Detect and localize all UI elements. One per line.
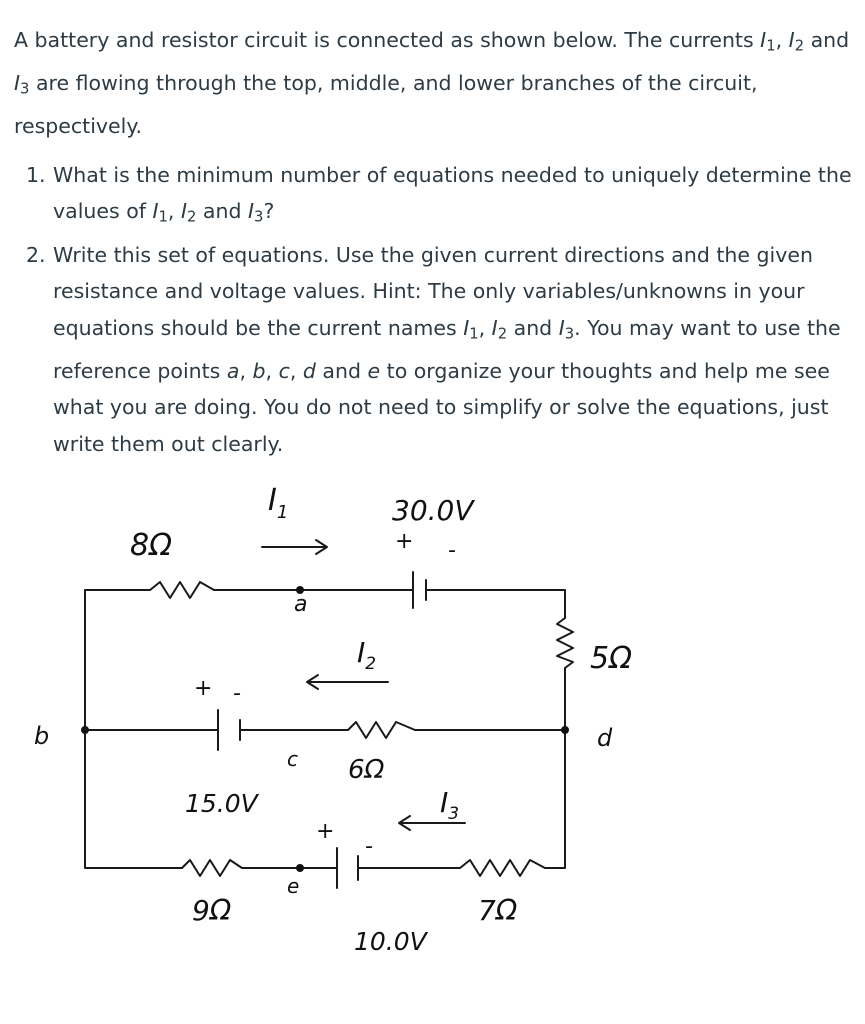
minus-sign-30v: - bbox=[448, 538, 456, 563]
subscript: 3 bbox=[564, 325, 575, 343]
current-symbol: I bbox=[558, 315, 565, 340]
current-label-i2: $I_2$ bbox=[357, 636, 377, 674]
intro-text: and bbox=[804, 28, 850, 52]
current-symbol: I bbox=[491, 315, 498, 340]
question-2 bbox=[14, 237, 854, 463]
minus-sign-10v: - bbox=[365, 834, 373, 859]
point-label-c: c bbox=[287, 747, 298, 771]
minus-sign-15v: - bbox=[233, 681, 241, 706]
current-symbol: I bbox=[760, 28, 767, 52]
intro-text: A battery and resistor circuit is connected as shown below. The currents bbox=[14, 28, 761, 52]
current-label-i1: $I_1$ bbox=[268, 483, 289, 523]
battery-label-10v: 10.0V bbox=[354, 927, 427, 956]
point-label-e: e bbox=[287, 874, 300, 898]
subscript: 2 bbox=[187, 209, 197, 227]
current-symbol: I bbox=[152, 199, 159, 224]
current-arrow-i2 bbox=[307, 675, 388, 689]
resistor-9-ohm-zigzag bbox=[182, 860, 242, 876]
resistor-7-ohm-zigzag bbox=[440, 860, 545, 876]
question-text: ? bbox=[263, 199, 275, 224]
battery-15v-symbol bbox=[218, 710, 240, 750]
subscript: 2 bbox=[497, 325, 508, 343]
intro-text: , bbox=[775, 28, 789, 52]
point-label: d bbox=[302, 358, 316, 383]
plus-sign-15v: + bbox=[194, 676, 213, 701]
subscript: 1 bbox=[158, 209, 168, 227]
battery-label-30v: 30.0V bbox=[392, 494, 474, 527]
point-label-a: a bbox=[294, 592, 308, 617]
resistor-8-ohm-zigzag bbox=[150, 582, 214, 598]
current-symbol: I bbox=[248, 199, 255, 224]
current-symbol: I bbox=[14, 71, 21, 96]
question-text: and bbox=[315, 358, 368, 383]
problem-text bbox=[14, 22, 854, 462]
intro-text: are flowing through the top, middle, and lower branches of the circuit, respectively. bbox=[14, 71, 758, 139]
battery-30v-symbol bbox=[413, 572, 426, 608]
subscript: 1 bbox=[469, 325, 479, 343]
point-label-d: d bbox=[597, 724, 613, 752]
point-label: a bbox=[226, 358, 240, 383]
plus-sign-10v: + bbox=[316, 819, 335, 844]
question-text: . You may want to use the reference points bbox=[53, 315, 841, 383]
question-list bbox=[14, 157, 854, 462]
question-text: to organize your thoughts and help me see what you are doing. You do not need to simplify or solve the equations, just write them out clearly. bbox=[53, 358, 830, 456]
node-dot-e bbox=[296, 864, 304, 872]
current-symbol: I bbox=[463, 315, 470, 340]
resistor-label-6-ohm: 6Ω bbox=[348, 755, 385, 785]
point-label: c bbox=[278, 358, 290, 383]
question-text: , bbox=[289, 358, 303, 383]
battery-label-15v: 15.0V bbox=[185, 789, 258, 818]
resistor-6-ohm-zigzag bbox=[348, 722, 415, 738]
point-label-b: b bbox=[34, 722, 50, 750]
question-text: and bbox=[196, 199, 248, 224]
current-symbol: I bbox=[180, 199, 187, 224]
question-text: , bbox=[265, 358, 279, 383]
node-dot-b bbox=[81, 726, 89, 734]
point-label: e bbox=[367, 358, 381, 383]
point-label: b bbox=[252, 358, 266, 383]
question-text: , bbox=[239, 358, 253, 383]
current-arrow-i1 bbox=[262, 540, 327, 554]
circuit-diagram bbox=[0, 470, 865, 990]
question-text: Write this set of equations. Use the given current directions and the given resistance and voltage values. Hint: The only variables/unknowns in your equations should be the current names bbox=[53, 242, 813, 340]
question-text: What is the minimum number of equations needed to uniquely determine the values of bbox=[53, 162, 852, 224]
resistor-label-8-ohm: 8Ω bbox=[130, 528, 173, 563]
subscript: 2 bbox=[794, 37, 805, 55]
current-label-i3: $I_3$ bbox=[440, 786, 460, 824]
subscript: 3 bbox=[20, 80, 30, 98]
question-number: 1. bbox=[26, 162, 46, 187]
question-text: , bbox=[478, 315, 492, 340]
resistor-5-ohm-zigzag bbox=[557, 618, 573, 668]
subscript: 3 bbox=[254, 209, 264, 227]
resistor-label-5-ohm: 5Ω bbox=[590, 641, 633, 676]
question-number: 2. bbox=[26, 242, 46, 267]
resistor-label-9-ohm: 9Ω bbox=[192, 894, 232, 927]
battery-10v-symbol bbox=[337, 848, 358, 888]
plus-sign-30v: + bbox=[395, 529, 414, 554]
problem-intro bbox=[14, 22, 854, 145]
resistor-label-7-ohm: 7Ω bbox=[478, 894, 518, 927]
current-symbol: I bbox=[788, 28, 795, 52]
subscript: 1 bbox=[766, 37, 776, 55]
node-dot-d bbox=[561, 726, 569, 734]
question-text: , bbox=[167, 199, 181, 224]
question-text: and bbox=[507, 315, 559, 340]
question-1 bbox=[14, 157, 854, 237]
